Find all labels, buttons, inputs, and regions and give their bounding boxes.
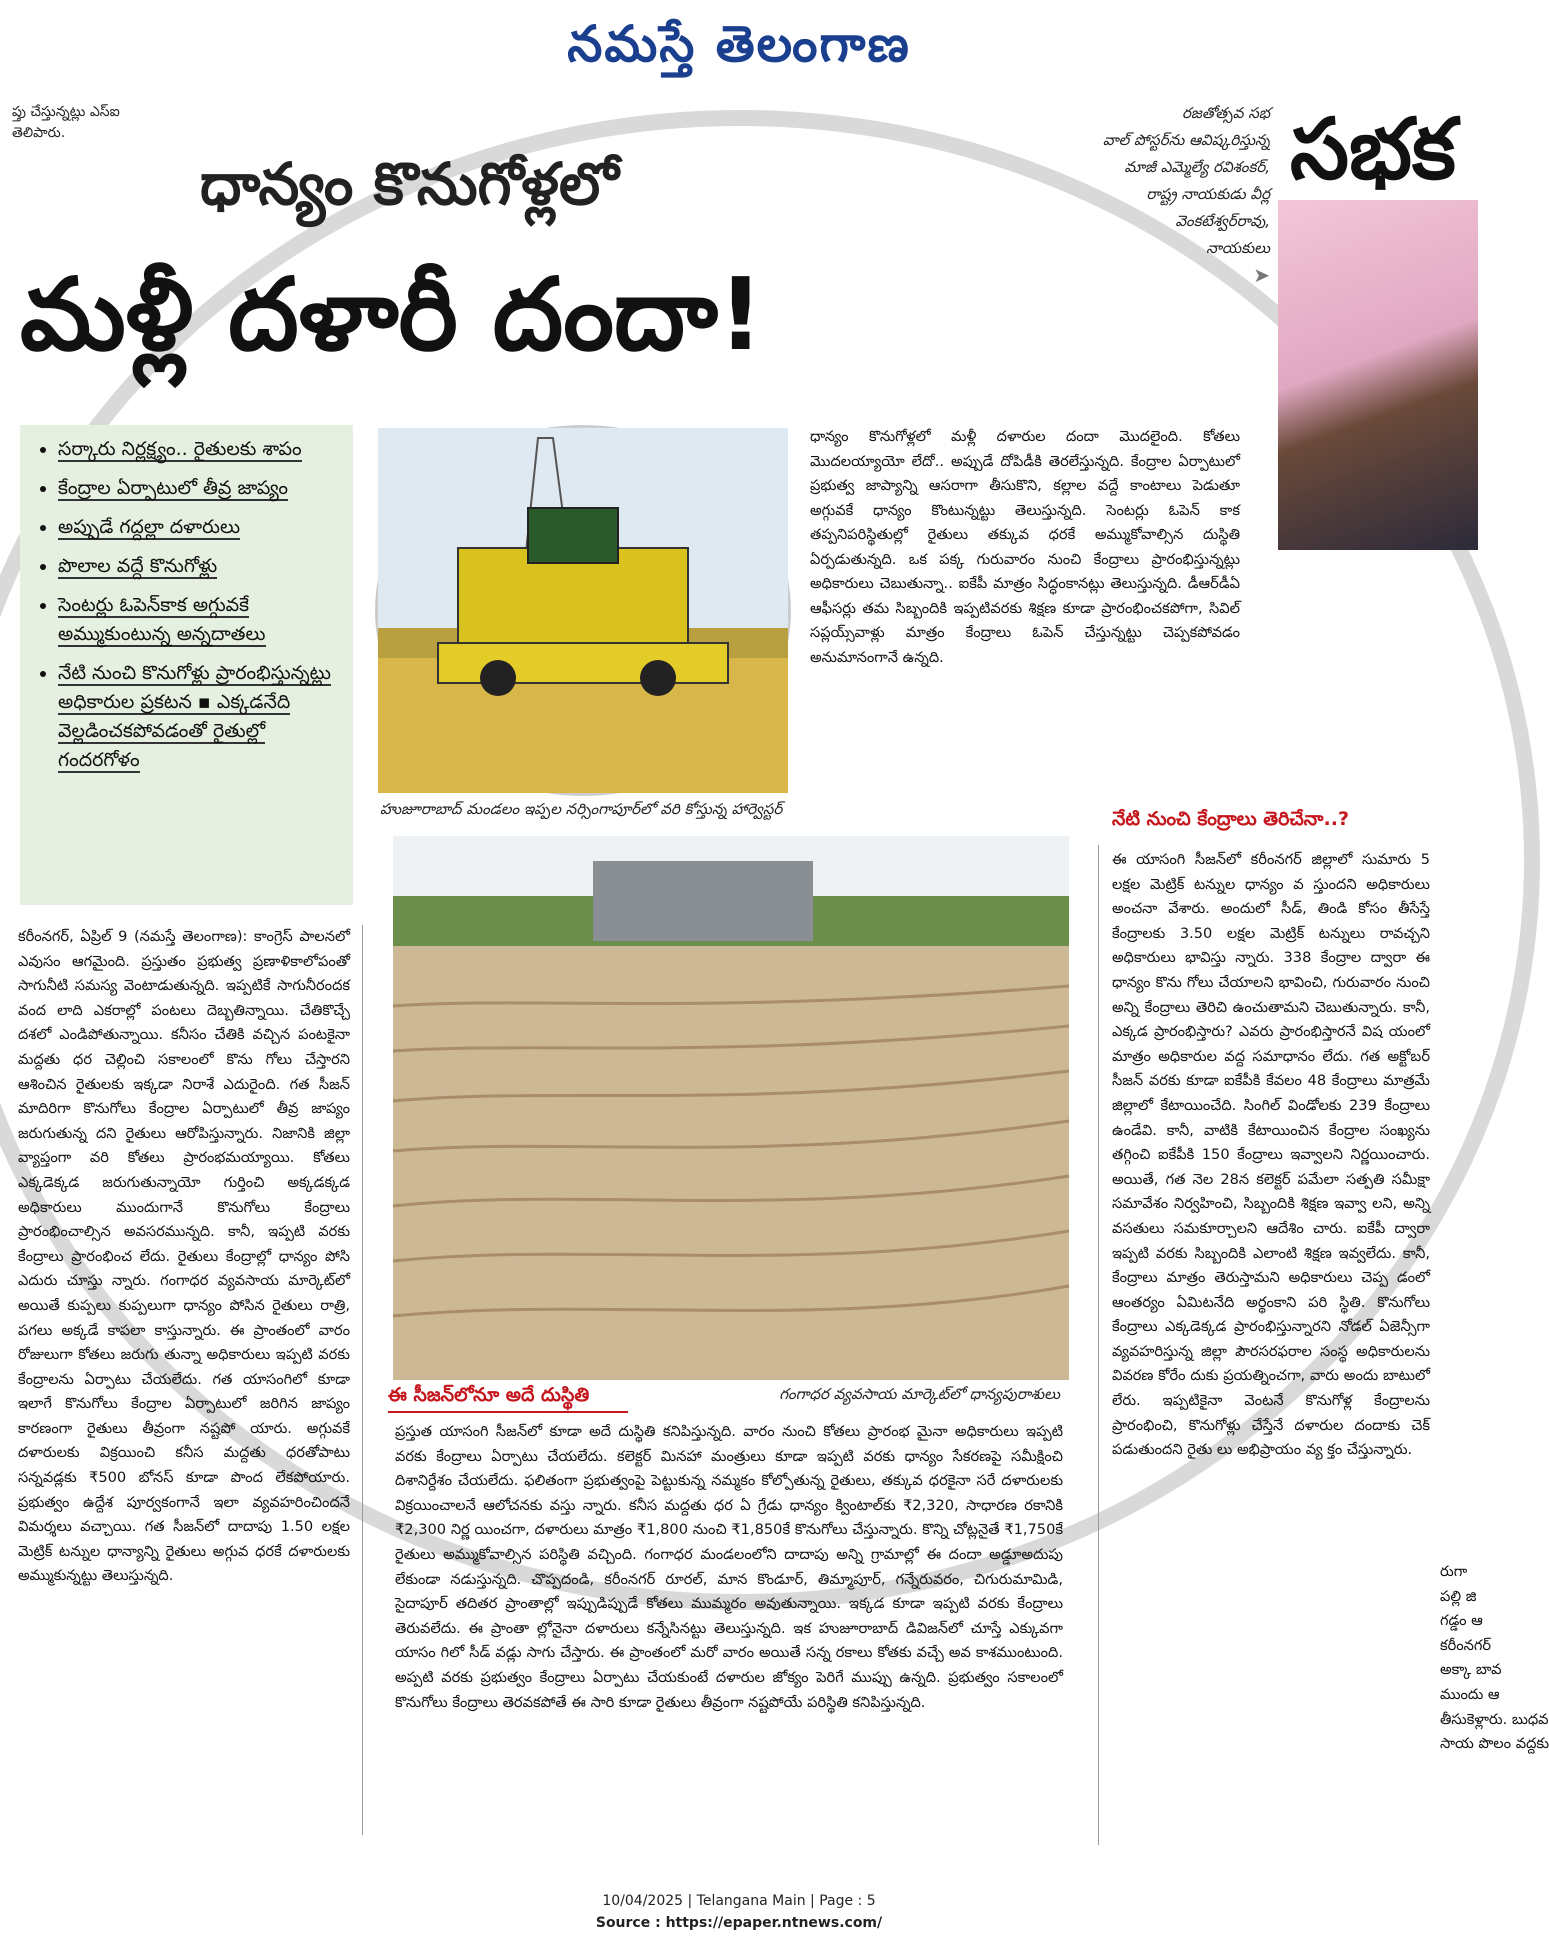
page-footer: [0, 1890, 1478, 1934]
column-right: ఈ యాసంగి సీజన్‌లో కరీంనగర్‌ జిల్లాలో సుమారు 5 లక్షల మెట్రిక్‌ టన్నుల ధాన్యం వ స్తుందని అధికారులు అంచనా వేశారు. అందులో సీడ్‌, తిండి కోసం తీసేస్తే కేంద్రాలకు 3.50 లక్షల మెట్రిక్‌ టన్నులు రావచ్చని అధికారులు భావిస్తు న్నారు. 338 కేంద్రాల ద్వారా ఈ ధాన్యం కొను గోలు చేయాలని భావించి, గురువారం నుంచి అన్ని కేంద్రాలు తెరిచి ఉంచుతామని చెబుతున్నారు. కానీ, ఎక్కడ ప్రారంభిస్తారు? ఎవరు ప్రారంభిస్తారనే విష యంలో మాత్రం అధికారుల వద్ద సమాధానం లేదు. గత అక్టోబర్‌ సీజన్‌ వరకు కూడా ఐకేపీకి కేవలం 48 కేంద్రాలు మాత్రమే జిల్లాలో కేటాయించేది. సింగిల్‌ విండోలకు 239 కేంద్రాలు ఉండేవి. కానీ, వాటికి కేటాయించిన కేంద్రాల సంఖ్యను తగ్గించి ఐకేపీకి 150 కేంద్రాలు ఇవ్వాలని నిర్ణయించారు. అయితే, గత నెల 28న కలెక్టర్‌ పమేలా సత్పతి సమీక్షా సమావేశం నిర్వహించి, సిబ్బందికి శిక్షణ ఇవ్వా లని, అన్ని వసతులు సమకూర్చాలని ఆదేశిం చారు. ఐకేపీ ద్వారా ఇప్పటి వరకు సిబ్బందికి ఎలాంటి శిక్షణ ఇవ్వలేదు. కానీ, కేంద్రాలు మాత్రం తెరుస్తామని అధికారులు చెప్ప డంలో ఆంతర్యం ఏమిటనేది అర్థంకాని పరి స్థితి. కొనుగోలు కేంద్రాలు ఎక్కడెక్కడ ప్రారంభిస్తున్నారని నోడల్‌ ఏజెన్సీగా వ్యవహరిస్తున్న జిల్లా పౌరసరఫరాల సంస్థ అధికారులను వివరణ కోరేం దుకు ప్రయత్నించగా, వారు అందు బాటులో లేరు. ఇప్పటికైనా వెంటనే కొనుగోళ్ల కేంద్రాలను ప్రారంభించి, కొనుగోళ్లు చేస్తేనే దళారుల దందాకు చెక్‌ పడుతుందని రైతు లు అభిప్రాయం వ్య క్తం చేస్తున్నారు.: [1112, 851, 1430, 1459]
edge-line: తీసుకెళ్లారు. బుధవ: [1440, 1710, 1549, 1728]
arrow-icon: ➤: [1253, 263, 1270, 287]
harvester-photo: [375, 425, 791, 796]
caption-line: వెంకటేశ్వర్‌రావు,: [1175, 212, 1270, 230]
edge-line: రుగా: [1440, 1563, 1468, 1580]
highlight-item: • సెంటర్లు ఓపెన్‌కాక అగ్గువకే అమ్ముకుంటున్న అన్నదాతలు: [58, 591, 339, 649]
column-divider: [1098, 845, 1099, 1845]
grain-caption: గంగాధర వ్యవసాయ మార్కెట్‌లో ధాన్యపురాశులు: [779, 1385, 1060, 1403]
caption-line: రజతోత్సవ సభ: [1181, 104, 1270, 122]
highlight-item: • పొలాల వద్దే కొనుగోళ్లు: [58, 552, 339, 581]
highlight-item: • నేటి నుంచి కొనుగోళ్లు ప్రారంభిస్తున్నట్లు అధికారుల ప్రకటన ▪ ఎక్కడనేది వెల్లడించకపోవడంతో రైతుల్లో గందరగోళం: [58, 659, 339, 775]
edge-line: గడ్డం ఆ: [1440, 1612, 1483, 1630]
main-headline: మళ్లీ దళారీ దందా!: [20, 256, 764, 373]
edge-line: పల్లి జి: [1440, 1587, 1477, 1605]
note-line: ప్తు చేస్తున్నట్లు ఎస్‌ఐ: [12, 104, 120, 120]
intro-paragraph: ధాన్యం కొనుగోళ్లలో మళ్లీ దళారుల దందా మొదలైంది. కోతలు మొదలయ్యాయో లేదో.. అప్పుడే దోపిడీకి తెరలేస్తున్నది. కేంద్రాల ఏర్పాటులో ప్రభుత్వ జాప్యాన్ని ఆసరాగా తీసుకొని, కల్లాల వద్దే కాంటాలు పెడుతూ అగ్గువకే ధాన్యం కొంటున్నట్టు తెలుస్తున్నది. సెంటర్లు ఓపెన్‌ కాక తప్పనిపరిస్థితుల్లో రైతులు తక్కువ ధరకే అమ్ముకోవాల్సిన దుస్థితి ఏర్పడుతున్నది. ఒక పక్క గురువారం నుంచి కేంద్రాలు ప్రారంభిస్తున్నట్లు అధికారులు చెబుతున్నా.. ఐకేపీ మాత్రం సిద్ధంకానట్లు తెలుస్తున్నది. డీఆర్‌డీఏ ఆఫీసర్లు తమ సిబ్బందికి ఇప్పటివరకు శిక్షణ కూడా ప్రారంభించకపోగా, సివిల్‌ సప్లయ్స్‌వాళ్లు మాత్రం కేంద్రాలు ఓపెన్‌ చేస్తున్నట్టు చెప్పకపోవడం అనుమానంగానే ఉన్నది.: [810, 428, 1240, 666]
wall-poster-caption: [1010, 100, 1270, 289]
adjacent-story-edge: [1440, 1560, 1549, 1757]
side-story-headline: సభక: [1290, 100, 1456, 198]
grain-heaps-illustration: [393, 836, 1069, 1380]
highlight-item: • అప్పుడే గద్దల్లా దళారులు: [58, 513, 339, 542]
rally-photo: [1278, 200, 1478, 550]
right-subhead: నేటి నుంచి కేంద్రాలు తెరిచేనా..?: [1112, 808, 1349, 830]
newspaper-masthead: నమస్తే తెలంగాణ: [567, 14, 911, 73]
caption-line: మాజీ ఎమ్మెల్యే రవిశంకర్‌,: [1124, 158, 1270, 176]
highlights-box: [20, 425, 353, 905]
column-divider: [362, 925, 363, 1835]
highlight-item: • సర్కారు నిర్లక్ష్యం.. రైతులకు శాపం: [58, 435, 339, 464]
harvester-caption: హుజూరాబాద్‌ మండలం ఇప్పల నర్సింగాపూర్‌లో వరి కోస్తున్న హార్వెస్టర్‌: [380, 800, 783, 818]
headline-kicker: ధాన్యం కొనుగోళ్లలో: [200, 150, 619, 218]
caption-line: రాష్ట్ర నాయకుడు వీర్ల: [1146, 185, 1270, 203]
edge-line: కరీంనగర్‌: [1440, 1636, 1492, 1654]
edge-line: ముందు ఆ: [1440, 1685, 1500, 1703]
column-middle: ప్రస్తుత యాసంగి సీజన్‌లో కూడా అదే దుస్థితి కనిపిస్తున్నది. వారం నుంచి కోతలు ప్రారంభ మైనా అధికారులు ఇప్పటి వరకు కేంద్రాలు ఏర్పాటు చేయలేదు. కలెక్టర్‌ మినహా మంత్రులు కూడా ఇప్పటి వరకు ధాన్యం సేకరణపై సమీక్షించి దిశానిర్దేశం చేయలేదు. ఫలితంగా ప్రభుత్వంపై పెట్టుకున్న నమ్మకం కోల్పోతున్న రైతులు, తక్కువ ధరకైనా సరే దళారులకు విక్రయించాలనే ఆలోచనకు వస్తు న్నారు. కనీస మద్దతు ధర ఏ గ్రేడు ధాన్యం క్వింటాల్‌కు ₹2,320, సాధారణ రకానికి ₹2,300 నిర్ణ యించగా, దళారులు మాత్రం ₹1,800 నుంచి ₹1,850కే కొనుగోలు చేస్తున్నారు. కొన్ని చోట్లనైతే ₹1,750కే రైతులు అమ్ముకోవాల్సిన పరిస్థితి వచ్చింది. గంగాధర మండలంలోని దాదాపు అన్ని గ్రామాల్లో ఈ దందా అడ్డూఅదుపు లేకుండా నడుస్తున్నది. చొప్పదండి, కరీంనగర్‌ రూరల్‌, మాన కొండూర్‌, తిమ్మాపూర్‌, గన్నేరువరం, చిగురుమామిడి, సైదాపూర్‌ తదితర ప్రాంతాల్లో ఇప్పుడిప్పుడే కోతలు ముమ్మరం అవుతున్నాయి. ఇక్కడ కూడా ఇప్పటి వరకు కేంద్రాలు తెరువలేదు. ఈ ప్రాంతా ల్లోనైనా దళారులు కన్నేసినట్టు తెలుస్తున్నది. ఇక హుజూరాబాద్‌ డివిజన్‌లో చూస్తే ఎక్కువగా యాసం గిలో సీడ్‌ వడ్లు సాగు చేస్తారు. ఈ ప్రాంతంలో మరో వారం అయితే సన్న రకాలు కోతకు వచ్చే అవ కాశముంటుంది. అప్పటి వరకు ప్రభుత్వం కేంద్రాలు ఏర్పాటు చేయకుంటే దళారుల జోక్యం పెరిగే ముప్పు ఉన్నది. ప్రభుత్వం సకాలంలో కొనుగోలు కేంద్రాలు తెరవకపోతే ఈ సారి కూడా రైతులు తీవ్రంగా నష్టపోయే పరిస్థితి కనిపిస్తున్నది.: [395, 1423, 1063, 1711]
highlight-item: • కేంద్రాల ఏర్పాటులో తీవ్ర జాప్యం: [58, 474, 339, 503]
caption-line: వాల్‌ పోస్టర్‌ను ఆవిష్కరిస్తున్న: [1102, 131, 1270, 149]
note-line: తెలిపారు.: [12, 125, 66, 141]
harvester-illustration: [378, 428, 788, 793]
column-left: కరీంనగర్‌, ఏప్రిల్‌ 9 (నమస్తే తెలంగాణ): కాంగ్రెస్‌ పాలనలో ఎవుసం ఆగమైంది. ప్రస్తుతం ప్రభుత్వ ప్రణాళికాలోపంతో సాగునీటి సమస్య వెంటాడుతున్నది. ఇప్పటికే సాగునీరందక వంద లాది ఎకరాల్లో పంటలు దెబ్బతిన్నాయి. చేతికొచ్చే దశలో ఎండిపోతున్నాయి. కనీసం చేతికి వచ్చిన పంటకైనా మద్దతు ధర చెల్లించి సకాలంలో కొను గోలు చేస్తారని ఆశించిన రైతులకు ఇక్కడా నిరాశే ఎదురైంది. గత సీజన్‌ మాదిరిగా కొనుగోలు కేంద్రాల ఏర్పాటులో తీవ్ర జాప్యం జరుగుతున్న దని రైతులు ఆరోపిస్తున్నారు. నిజానికి జిల్లా వ్యాప్తంగా వరి కోతలు ప్రారంభమయ్యాయి. కోతలు ఎక్కడెక్కడ జరుగుతున్నాయో గుర్తించి అక్కడక్కడ అధికారులు ముందుగానే కొనుగోలు కేంద్రాలు ప్రారంభించాల్సిన అవసరమున్నది. కానీ, ఇప్పటి వరకు కేంద్రాలు ప్రారంభించ లేదు. రైతులు కేంద్రాల్లో ధాన్యం పోసి ఎదురు చూస్తు న్నారు. గంగాధర వ్యవసాయ మార్కెట్‌లో అయితే కుప్పలు కుప్పలుగా ధాన్యం పోసిన రైతులు రాత్రి, పగలు అక్కడే కాపలా కాస్తున్నారు. ఈ ప్రాంతంలో వారం రోజులుగా కోతలు జరుగు తున్నా అధికారులు ఇప్పటి వరకు కేంద్రాలను ఏర్పాటు చేయలేదు. గత యాసంగిలో కూడా ఇలాగే కొనుగోలు కేంద్రాల ఏర్పాటులో జరిగిన జాప్యం కారణంగా రైతులు తీవ్రంగా నష్టపో యారు. అగ్గువకే దళారులకు విక్రయించి కనీస మద్దతు ధరతోపాటు సన్నవడ్లకు ₹500 బోనస్‌ కూడా పొంద లేకపోయారు. ప్రభుత్వం ఉద్దేశ పూర్వకంగానే ఇలా వ్యవహరించిందనే విమర్శలు వచ్చాయి. గత సీజన్‌లో దాదాపు 1.50 లక్షల మెట్రిక్‌ టన్నుల ధాన్యాన్ని రైతులు అగ్గువ ధరకే దళారులకు అమ్ముకున్నట్టు తెలుస్తున్నది.: [18, 928, 350, 1585]
grain-market-photo: [393, 836, 1069, 1380]
caption-line: నాయకులు: [1206, 239, 1270, 257]
edge-line: అక్కా బావ: [1440, 1661, 1502, 1679]
footer-source-link[interactable]: Source : https://epaper.ntnews.com/: [595, 1915, 883, 1931]
footer-date-edition: 10/04/2025 | Telangana Main | Page : 5: [602, 1893, 876, 1909]
mid-subhead: ఈ సీజన్‌లోనూ అదే దుస్థితి: [388, 1384, 628, 1413]
edge-line: సాయ పొలం వద్దకు: [1440, 1735, 1549, 1753]
top-left-note: [12, 102, 212, 144]
